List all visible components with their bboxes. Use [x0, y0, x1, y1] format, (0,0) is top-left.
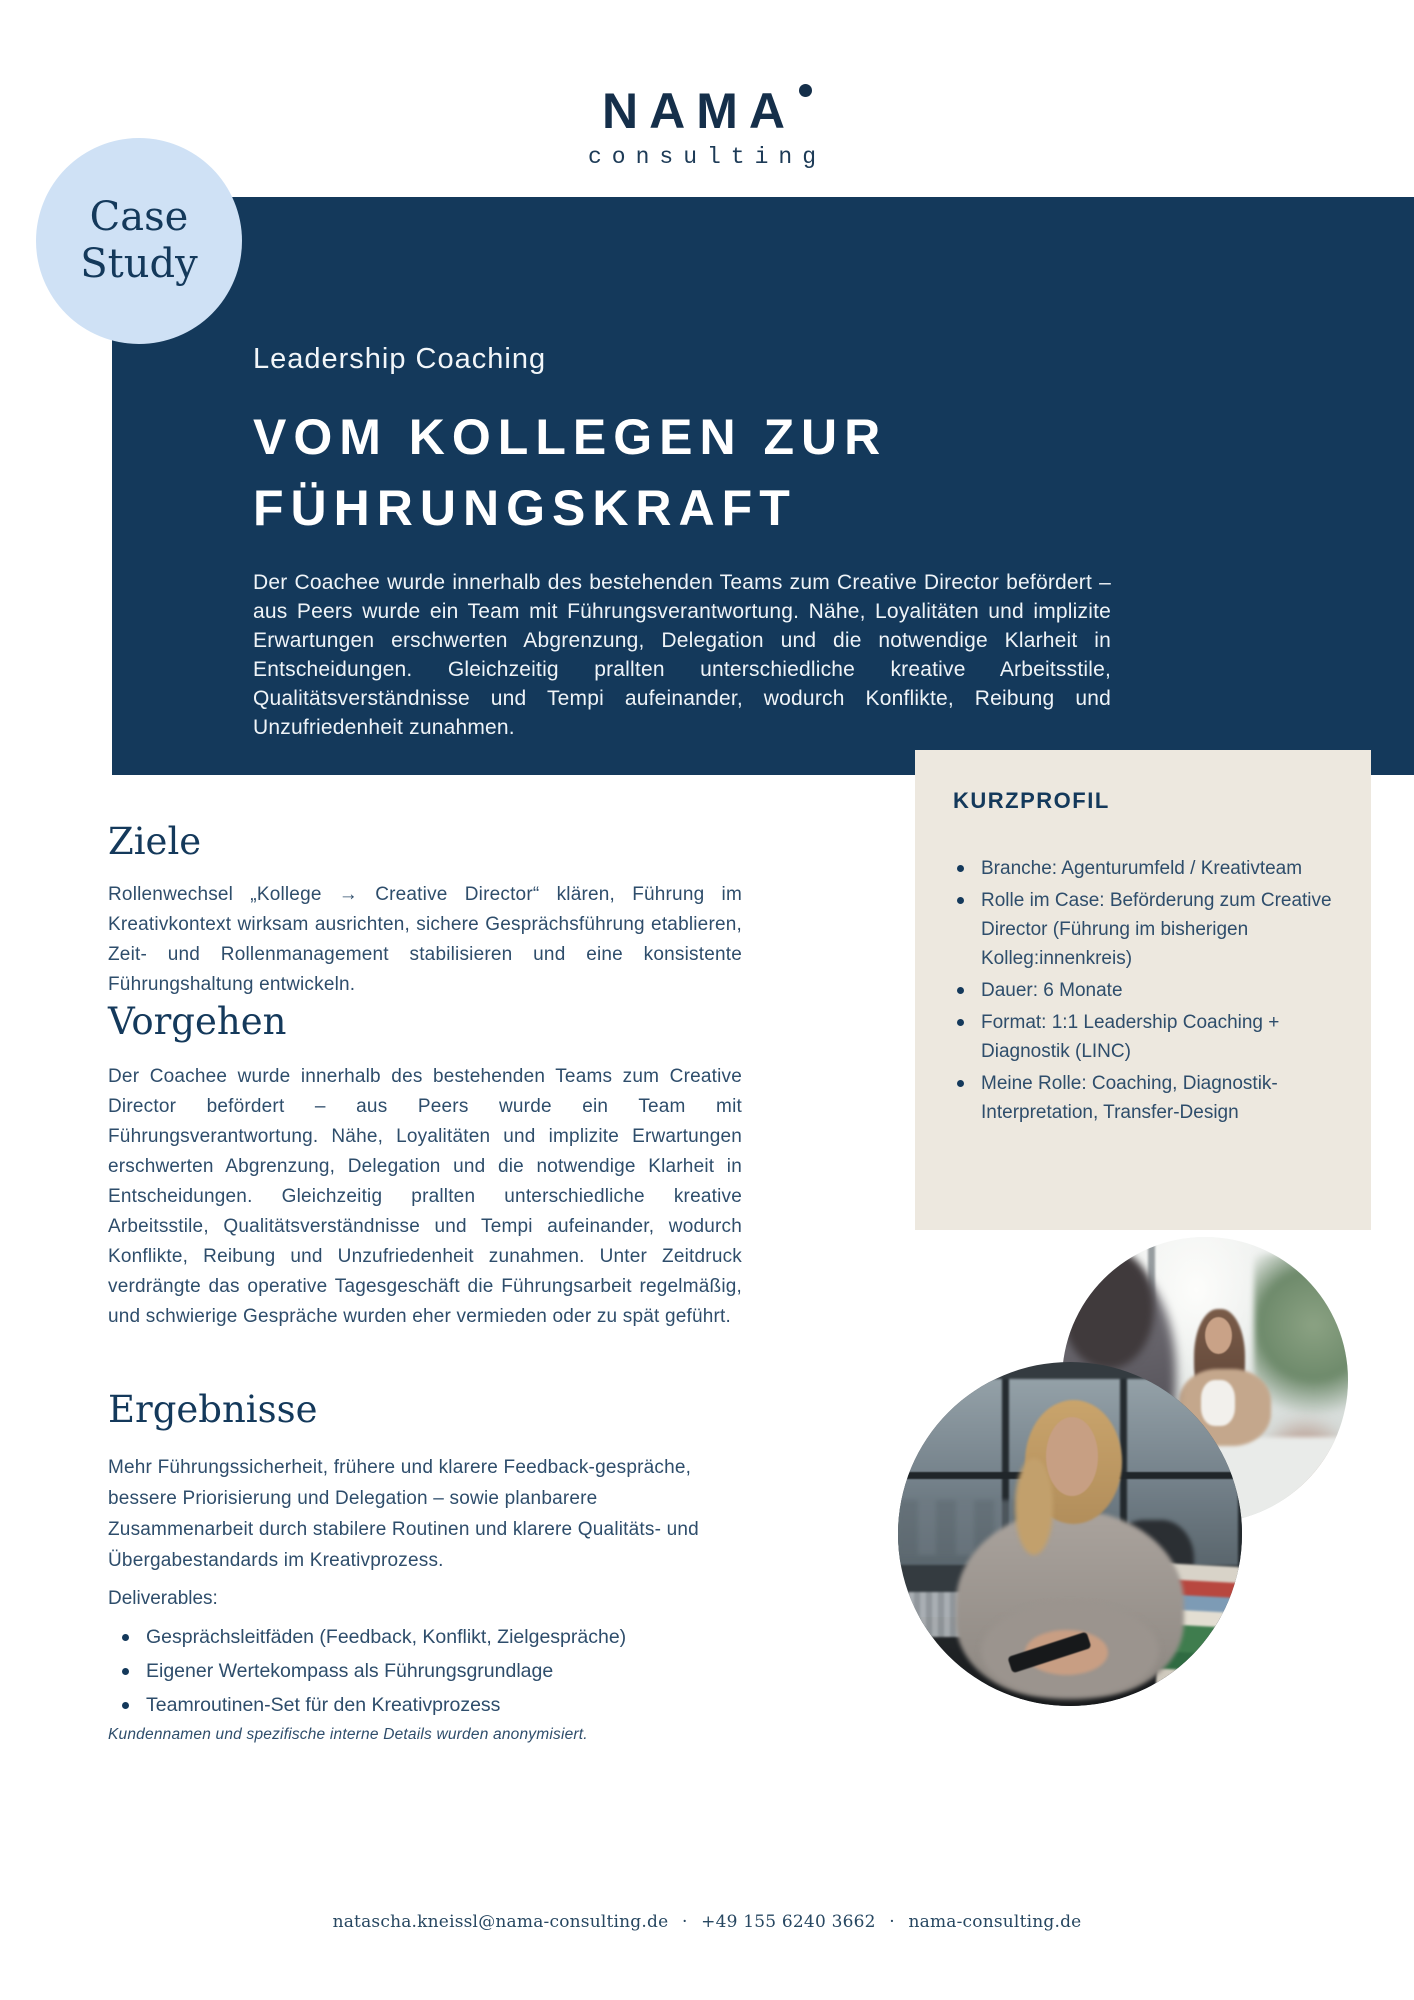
kurzprofil-list — [953, 854, 1341, 1127]
contact-footer — [0, 1912, 1414, 1932]
header-logo-block — [0, 83, 1414, 170]
ziele-heading: Ziele — [108, 820, 202, 863]
hero-title — [253, 402, 1354, 544]
footer-separator: · — [681, 1912, 688, 1932]
logo-subtitle: consulting — [587, 144, 827, 170]
nama-logo — [0, 83, 1414, 139]
footer-separator: · — [889, 1912, 895, 1932]
hero-banner — [112, 197, 1414, 775]
hero-title-line-2: FÜHRUNGSKRAFT — [253, 480, 797, 536]
kurzprofil-item-dauer: Dauer: 6 Monate — [953, 976, 1341, 1005]
badge-line-2: Study — [80, 241, 198, 287]
deliverables-item-wertekompass: Eigener Wertekompass als Führungsgrundlage — [108, 1654, 748, 1688]
kurzprofil-item-branche: Branche: Agenturumfeld / Kreativteam — [953, 854, 1341, 883]
footer-phone: +49 155 6240 3662 — [701, 1912, 876, 1932]
deliverables-item-teamroutinen: Teamroutinen-Set für den Kreativprozess — [108, 1688, 748, 1722]
hero-eyebrow: Leadership Coaching — [253, 343, 547, 375]
ergebnisse-heading: Ergebnisse — [108, 1388, 318, 1431]
photo-decoration-foreground-figure-hair — [1062, 1248, 1154, 1368]
ergebnisse-text: Mehr Führungssicherheit, frühere und klarere Feedback-gespräche, bessere Priorisierung und Delegation – sowie planbarere Zusammenarbeit durch stabilere Routinen und klarere Qualitäts- und Übergabestandards im Kreativprozess. — [108, 1457, 699, 1571]
footer-email: natascha.kneissl@nama-consulting.de — [332, 1912, 669, 1932]
photo-coachee-portrait — [898, 1362, 1242, 1706]
kurzprofil-item-format: Format: 1:1 Leadership Coaching + Diagnostik (LINC) — [953, 1008, 1341, 1066]
vorgehen-heading: Vorgehen — [108, 1000, 287, 1043]
deliverables-item-gespraechsleitfaeden: Gesprächsleitfäden (Feedback, Konflikt, Zielgespräche) — [108, 1620, 748, 1654]
hero-content — [253, 343, 1354, 742]
logo-dot-icon — [799, 84, 812, 97]
kurzprofil-title: KURZPROFIL — [953, 788, 1110, 813]
kurzprofil-box — [915, 750, 1371, 1230]
logo-wordmark: NAMA — [602, 83, 796, 139]
photo-decoration-face — [1046, 1417, 1098, 1496]
photo-decoration-hair-strand — [1015, 1458, 1053, 1554]
kurzprofil-item-meine-rolle: Meine Rolle: Coaching, Diagnostik-Interpretation, Transfer-Design — [953, 1069, 1341, 1127]
case-study-badge — [36, 138, 242, 344]
hero-title-line-1: VOM KOLLEGEN ZUR — [253, 409, 888, 465]
anonymization-note: Kundennamen und spezifische interne Details wurden anonymisiert. — [108, 1726, 588, 1743]
vorgehen-text: Der Coachee wurde innerhalb des bestehenden Teams zum Creative Director befördert – aus Peers wurde ein Team mit Führungsverantwortung. Nähe, Loyalitäten und implizite Erwartungen erschwerten Abgrenzung, Delegation und die notwendige Klarheit in Entscheidungen. Gleichzeitig prallten unterschiedliche kreative Arbeitsstile, Qualitätsverständnisse und Tempi aufeinander, wodurch Konflikte, Reibung und Unzufriedenheit zunahmen. Unter Zeitdruck verdrängte das operative Tagesgeschäft die Führungsarbeit regelmäßig, und schwierige Gespräche wurden eher vermieden oder zu spät geführt. — [108, 1066, 742, 1327]
deliverables-list — [108, 1620, 748, 1722]
ziele-text: Rollenwechsel „Kollege → Creative Director“ klären, Führung im Kreativkontext wirksam ausrichten, sichere Gesprächsführung etablieren, Zeit- und Rollenmanagement stabilisieren und eine konsistente Führungshaltung entwickeln. — [108, 884, 742, 995]
badge-line-1: Case — [89, 194, 189, 240]
kurzprofil-item-rolle-im-case: Rolle im Case: Beförderung zum Creative Director (Führung im bisherigen Kolleg:innenkreis) — [953, 886, 1341, 973]
hero-description: Der Coachee wurde innerhalb des bestehenden Teams zum Creative Director befördert – aus Peers wurde ein Team mit Führungsverantwortung. Nähe, Loyalitäten und implizite Erwartungen erschwerten Abgrenzung, Delegation und die notwendige Klarheit in Entscheidungen. Gleichzeitig prallten unterschiedliche kreative Arbeitsstile, Qualitätsverständnisse und Tempi aufeinander, wodurch Konflikte, Reibung und Unzufriedenheit zunahmen. — [253, 571, 1111, 739]
deliverables-label: Deliverables: — [108, 1588, 218, 1609]
footer-website: nama-consulting.de — [908, 1912, 1082, 1932]
